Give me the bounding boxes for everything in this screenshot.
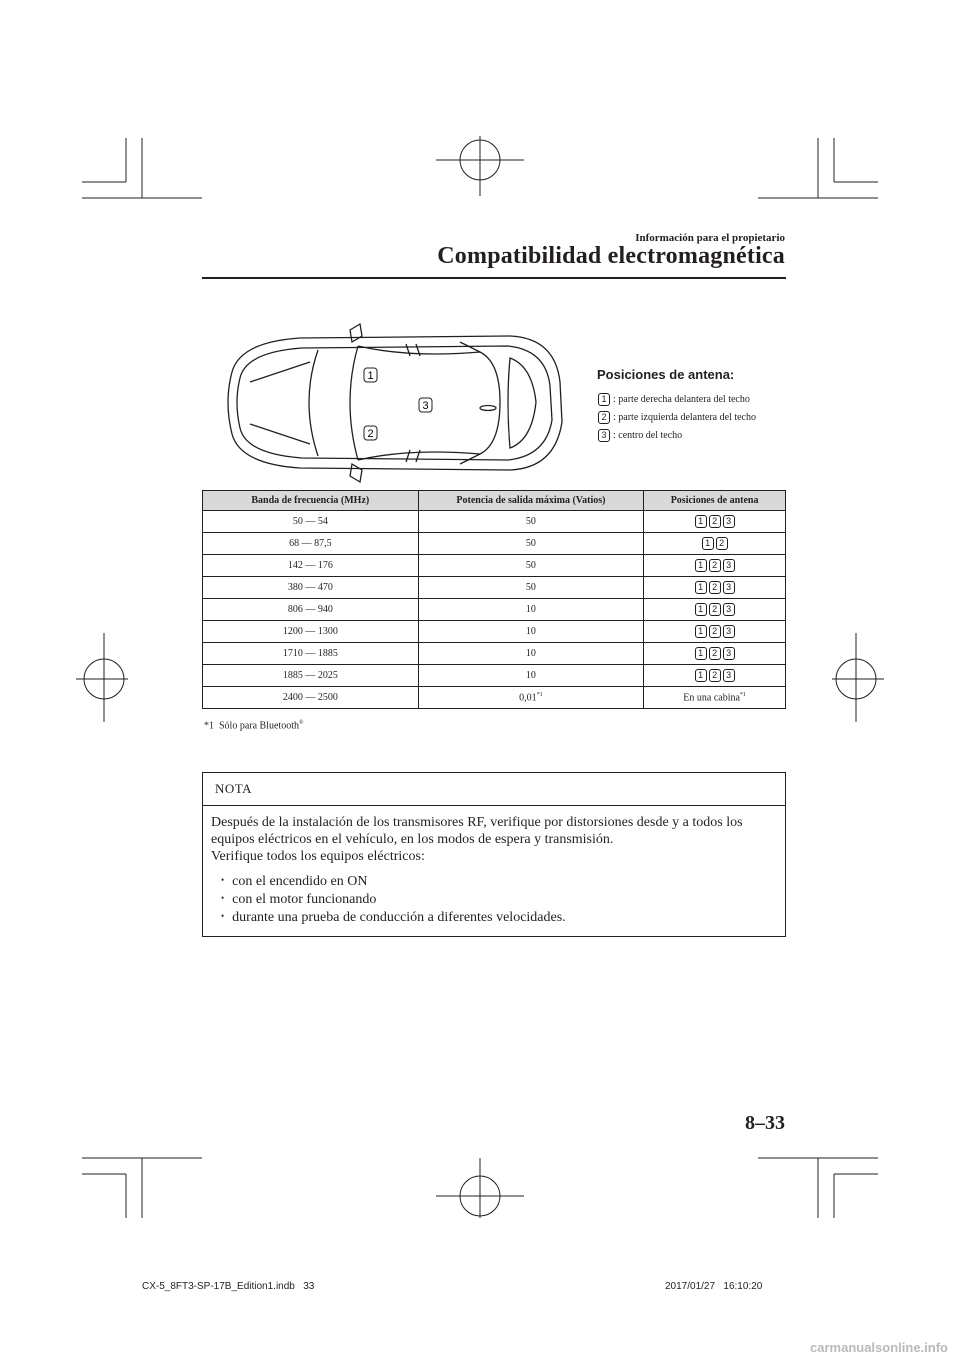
note-heading: NOTA [203, 773, 785, 806]
power-cell: 10 [418, 643, 644, 665]
page-number: 8–33 [745, 1112, 785, 1134]
print-date: 2017/01/27 [665, 1281, 716, 1292]
print-file: CX-5_8FT3-SP-17B_Edition1.indb [142, 1281, 295, 1292]
position-badge: 3 [723, 625, 735, 638]
legend-item-text: : parte derecha delantera del techo [613, 393, 750, 405]
position-badges [694, 603, 736, 616]
position-badge: 2 [709, 669, 721, 682]
band-cell: 1200 — 1300 [203, 621, 419, 643]
table-row [203, 599, 786, 621]
footnote-text: Sólo para Bluetooth [219, 720, 299, 732]
band-cell: 806 — 940 [203, 599, 419, 621]
position-badge: 2 [709, 559, 721, 572]
band-cell: 2400 — 2500 [203, 687, 419, 709]
position-badge: 2 [716, 537, 728, 550]
position-badge: 3 [723, 581, 735, 594]
position-badge: 1 [695, 559, 707, 572]
header-band: Banda de frecuencia (MHz) [203, 491, 419, 511]
power-cell: 50 [418, 555, 644, 577]
power-cell: 10 [418, 621, 644, 643]
position-badge: 3 [723, 647, 735, 660]
positions-cell [644, 577, 786, 599]
position-badge: 3 [723, 559, 735, 572]
position-badges [694, 515, 736, 528]
table-body [203, 511, 786, 687]
svg-text:2: 2 [367, 428, 374, 440]
position-badges [694, 647, 736, 660]
table-row [203, 555, 786, 577]
power-cell: 10 [418, 599, 644, 621]
position-badge: 1 [695, 515, 707, 528]
position-badge: 2 [598, 411, 610, 424]
print-file-info [142, 1281, 314, 1292]
power-cell: 50 [418, 577, 644, 599]
table-row [203, 643, 786, 665]
position-badge: 1 [702, 537, 714, 550]
print-page: 33 [303, 1281, 315, 1292]
print-time: 16:10:20 [723, 1281, 763, 1292]
table-row [203, 577, 786, 599]
header-rule [202, 277, 786, 279]
positions-cell [644, 533, 786, 555]
section-label: Información para el propietario [635, 232, 785, 244]
positions-cell [644, 665, 786, 687]
legend-item [597, 408, 797, 426]
position-badge: 2 [709, 625, 721, 638]
band-cell: 142 — 176 [203, 555, 419, 577]
list-item: • con el encendido en ON [221, 873, 777, 891]
positions-cell [644, 555, 786, 577]
legend-title: Posiciones de antena: [597, 367, 735, 382]
table-header-row [203, 491, 786, 511]
svg-text:1: 1 [367, 370, 374, 382]
footnote-ref: *1 [739, 691, 746, 698]
position-badge: 1 [695, 647, 707, 660]
band-cell: 380 — 470 [203, 577, 419, 599]
print-date-info [665, 1281, 762, 1292]
note-body [203, 806, 785, 927]
power-cell [418, 687, 644, 709]
positions-cell [644, 511, 786, 533]
car-top-view-illustration [210, 322, 570, 484]
position-text: En una cabina [683, 692, 740, 704]
table-row [203, 533, 786, 555]
position-badge: 1 [695, 581, 707, 594]
frequency-table [202, 490, 786, 709]
antenna-marker-1 [364, 368, 377, 382]
legend-item-text: : centro del techo [613, 429, 683, 441]
band-cell: 1710 — 1885 [203, 643, 419, 665]
legend-item-text: : parte izquierda delantera del techo [613, 411, 756, 423]
position-badges [701, 537, 729, 550]
list-item: • con el motor funcionando [221, 891, 777, 909]
table-row [203, 511, 786, 533]
band-cell: 1885 — 2025 [203, 665, 419, 687]
footnote-ref: *1 [536, 691, 543, 698]
antenna-marker-3 [419, 398, 432, 412]
position-badge: 3 [723, 515, 735, 528]
position-badge: 1 [598, 393, 610, 406]
footnote [204, 720, 304, 731]
positions-cell [644, 643, 786, 665]
positions-cell [644, 687, 786, 709]
antenna-legend [597, 367, 797, 444]
watermark: carmanualsonline.info [810, 1340, 948, 1355]
header-power: Potencia de salida máxima (Vatios) [418, 491, 644, 511]
legend-item [597, 426, 797, 444]
registered-mark: ® [299, 720, 304, 726]
position-badge: 2 [709, 603, 721, 616]
header-positions: Posiciones de antena [644, 491, 786, 511]
position-badges [694, 625, 736, 638]
positions-cell [644, 599, 786, 621]
note-paragraph: Después de la instalación de los transmisores RF, verifique por distorsiones desde y a todos los equipos eléctricos en el vehículo, en los modos de espera y transmisión. [211, 815, 743, 847]
position-badge: 2 [709, 515, 721, 528]
note-box [202, 772, 786, 937]
position-badges [694, 559, 736, 572]
position-badge: 1 [695, 625, 707, 638]
position-badge: 1 [695, 603, 707, 616]
power-cell: 10 [418, 665, 644, 687]
table-row [203, 621, 786, 643]
band-cell: 50 — 54 [203, 511, 419, 533]
positions-cell [644, 621, 786, 643]
position-badge: 3 [723, 603, 735, 616]
list-item: • durante una prueba de conducción a diferentes velocidades. [221, 909, 777, 927]
position-badge: 1 [695, 669, 707, 682]
power-cell: 50 [418, 511, 644, 533]
position-badge: 3 [723, 669, 735, 682]
power-cell: 50 [418, 533, 644, 555]
position-badge: 3 [598, 429, 610, 442]
table-row [203, 687, 786, 709]
antenna-marker-2 [364, 426, 377, 440]
note-bullet-list [211, 873, 777, 927]
footnote-mark: *1 [204, 720, 214, 732]
position-badge: 2 [709, 581, 721, 594]
position-badges [694, 669, 736, 682]
position-badges [694, 581, 736, 594]
note-paragraph: Verifique todos los equipos eléctricos: [211, 849, 425, 864]
page-title: Compatibilidad electromagnética [437, 243, 785, 269]
band-cell: 68 — 87,5 [203, 533, 419, 555]
legend-item [597, 390, 797, 408]
power-value: 0,01 [519, 692, 537, 704]
svg-text:3: 3 [422, 400, 429, 412]
position-badge: 2 [709, 647, 721, 660]
table-row [203, 665, 786, 687]
